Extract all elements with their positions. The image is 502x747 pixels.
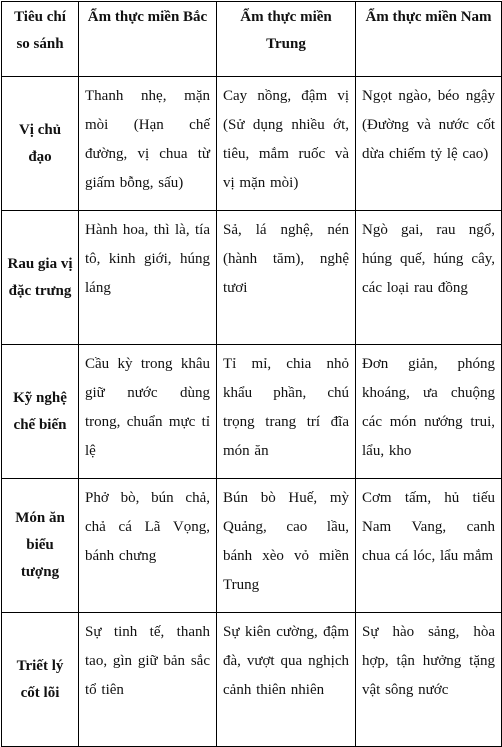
cell-south: Đơn giản, phóng khoáng, ưa chuộng các món nướng trui, lẩu, kho	[356, 345, 502, 479]
table-row	[2, 345, 502, 479]
cell-south: Cơm tấm, hủ tiếu Nam Vang, canh chua cá lóc, lẩu mắm	[356, 479, 502, 613]
row-criterion: Triết lý cốt lõi	[2, 613, 79, 747]
comparison-table	[1, 1, 502, 747]
row-criterion: Vị chủ đạo	[2, 77, 79, 211]
cell-central: Sự kiên cường, đậm đà, vượt qua nghịch cảnh thiên nhiên	[217, 613, 356, 747]
table-row	[2, 613, 502, 747]
row-criterion: Rau gia vị đặc trưng	[2, 211, 79, 345]
header-central: Ẩm thực miền Trung	[217, 2, 356, 77]
table-row	[2, 77, 502, 211]
header-north: Ẩm thực miền Bắc	[79, 2, 217, 77]
cell-central: Tỉ mỉ, chia nhỏ khẩu phần, chú trọng trang trí đĩa món ăn	[217, 345, 356, 479]
cell-central: Sả, lá nghệ, nén (hành tăm), nghệ tươi	[217, 211, 356, 345]
cell-north: Sự tinh tế, thanh tao, gìn giữ bản sắc tổ tiên	[79, 613, 217, 747]
cell-south: Sự hào sảng, hòa hợp, tận hưởng tặng vật sông nước	[356, 613, 502, 747]
row-criterion: Món ăn biểu tượng	[2, 479, 79, 613]
cell-north: Phở bò, bún chả, chả cá Lã Vọng, bánh chưng	[79, 479, 217, 613]
table-row	[2, 211, 502, 345]
cell-north: Thanh nhẹ, mặn mòi (Hạn chế đường, vị chua từ giấm bỗng, sấu)	[79, 77, 217, 211]
header-south: Ẩm thực miền Nam	[356, 2, 502, 77]
cell-central: Cay nồng, đậm vị (Sử dụng nhiều ớt, tiêu, mắm ruốc và vị mặn mòi)	[217, 77, 356, 211]
cell-central: Bún bò Huế, mỳ Quảng, cao lầu, bánh xèo vỏ miền Trung	[217, 479, 356, 613]
row-criterion: Kỹ nghệ chế biến	[2, 345, 79, 479]
cell-south: Ngò gai, rau ngổ, húng quế, húng cây, các loại rau đồng	[356, 211, 502, 345]
table-header-row	[2, 2, 502, 77]
cell-north: Cầu kỳ trong khâu giữ nước dùng trong, chuẩn mực tỉ lệ	[79, 345, 217, 479]
cell-south: Ngọt ngào, béo ngậy (Đường và nước cốt dừa chiếm tỷ lệ cao)	[356, 77, 502, 211]
header-criteria: Tiêu chí so sánh	[2, 2, 79, 77]
cell-north: Hành hoa, thì là, tía tô, kinh giới, húng láng	[79, 211, 217, 345]
table-row	[2, 479, 502, 613]
